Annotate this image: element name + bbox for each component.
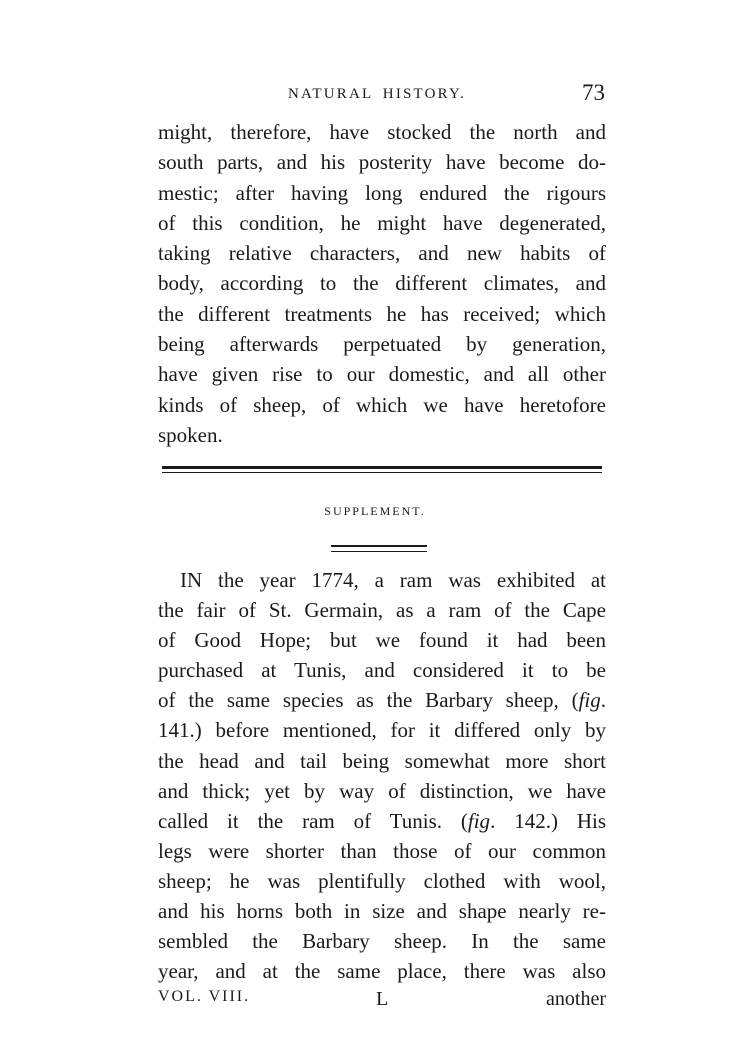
running-title: NATURAL HISTORY. [288, 86, 467, 102]
text-line: sembled the Barbary sheep. In the same [158, 929, 606, 954]
text-line: mestic; after having long endured the rigours [158, 180, 606, 205]
text-line: spoken. [158, 422, 223, 447]
text-line: IN the year 1774, a ram was exhibited at [180, 568, 606, 592]
text-line: the head and tail being somewhat more short [158, 748, 606, 773]
heading-rule-top [331, 545, 427, 547]
section-rule-thick [162, 466, 602, 469]
text-line: of Good Hope; but we found it had been [158, 628, 606, 653]
text-line: 141.) before mentioned, for it differed only by [158, 718, 606, 743]
text-line: south parts, and his posterity have become do- [158, 150, 606, 175]
paragraph-continuation [158, 117, 606, 450]
text-line: kinds of sheep, of which we have heretofore [158, 392, 606, 417]
text-line: might, therefore, have stocked the north and [158, 120, 606, 144]
text-line: being afterwards perpetuated by generation, [158, 332, 606, 357]
text-line: body, according to the different climates, and [158, 271, 606, 296]
text-line: taking relative characters, and new habits of [158, 241, 606, 266]
text-line: and his horns both in size and shape nearly re- [158, 899, 606, 924]
signature-mark: L [376, 988, 389, 1010]
text-line: the different treatments he has received; which [158, 301, 606, 326]
text-line: of the same species as the Barbary sheep, (fig. [158, 688, 606, 713]
text-line: and thick; yet by way of distinction, we have [158, 778, 606, 803]
volume-label: VOL. VIII. [158, 988, 251, 1005]
page-footer [158, 988, 606, 1016]
heading-rule-bottom [331, 551, 427, 552]
text-line: called it the ram of Tunis. (fig. 142.) His [158, 808, 607, 833]
text-line: of this condition, he might have degenerated, [158, 210, 606, 235]
catchword: another [546, 988, 606, 1010]
text-line: sheep; he was plentifully clothed with wool, [158, 868, 606, 893]
text-line: purchased at Tunis, and considered it to be [158, 658, 606, 683]
page-number: 73 [582, 80, 605, 105]
section-heading: SUPPLEMENT. [324, 504, 426, 518]
running-head [160, 80, 605, 110]
section-rule-thin [162, 472, 602, 473]
text-line: legs were shorter than those of our common [158, 838, 606, 863]
paragraph-supplement [158, 565, 606, 986]
text-line: have given rise to our domestic, and all other [158, 362, 606, 387]
text-line: the fair of St. Germain, as a ram of the Cape [158, 598, 606, 623]
text-line: year, and at the same place, there was also [158, 959, 606, 984]
